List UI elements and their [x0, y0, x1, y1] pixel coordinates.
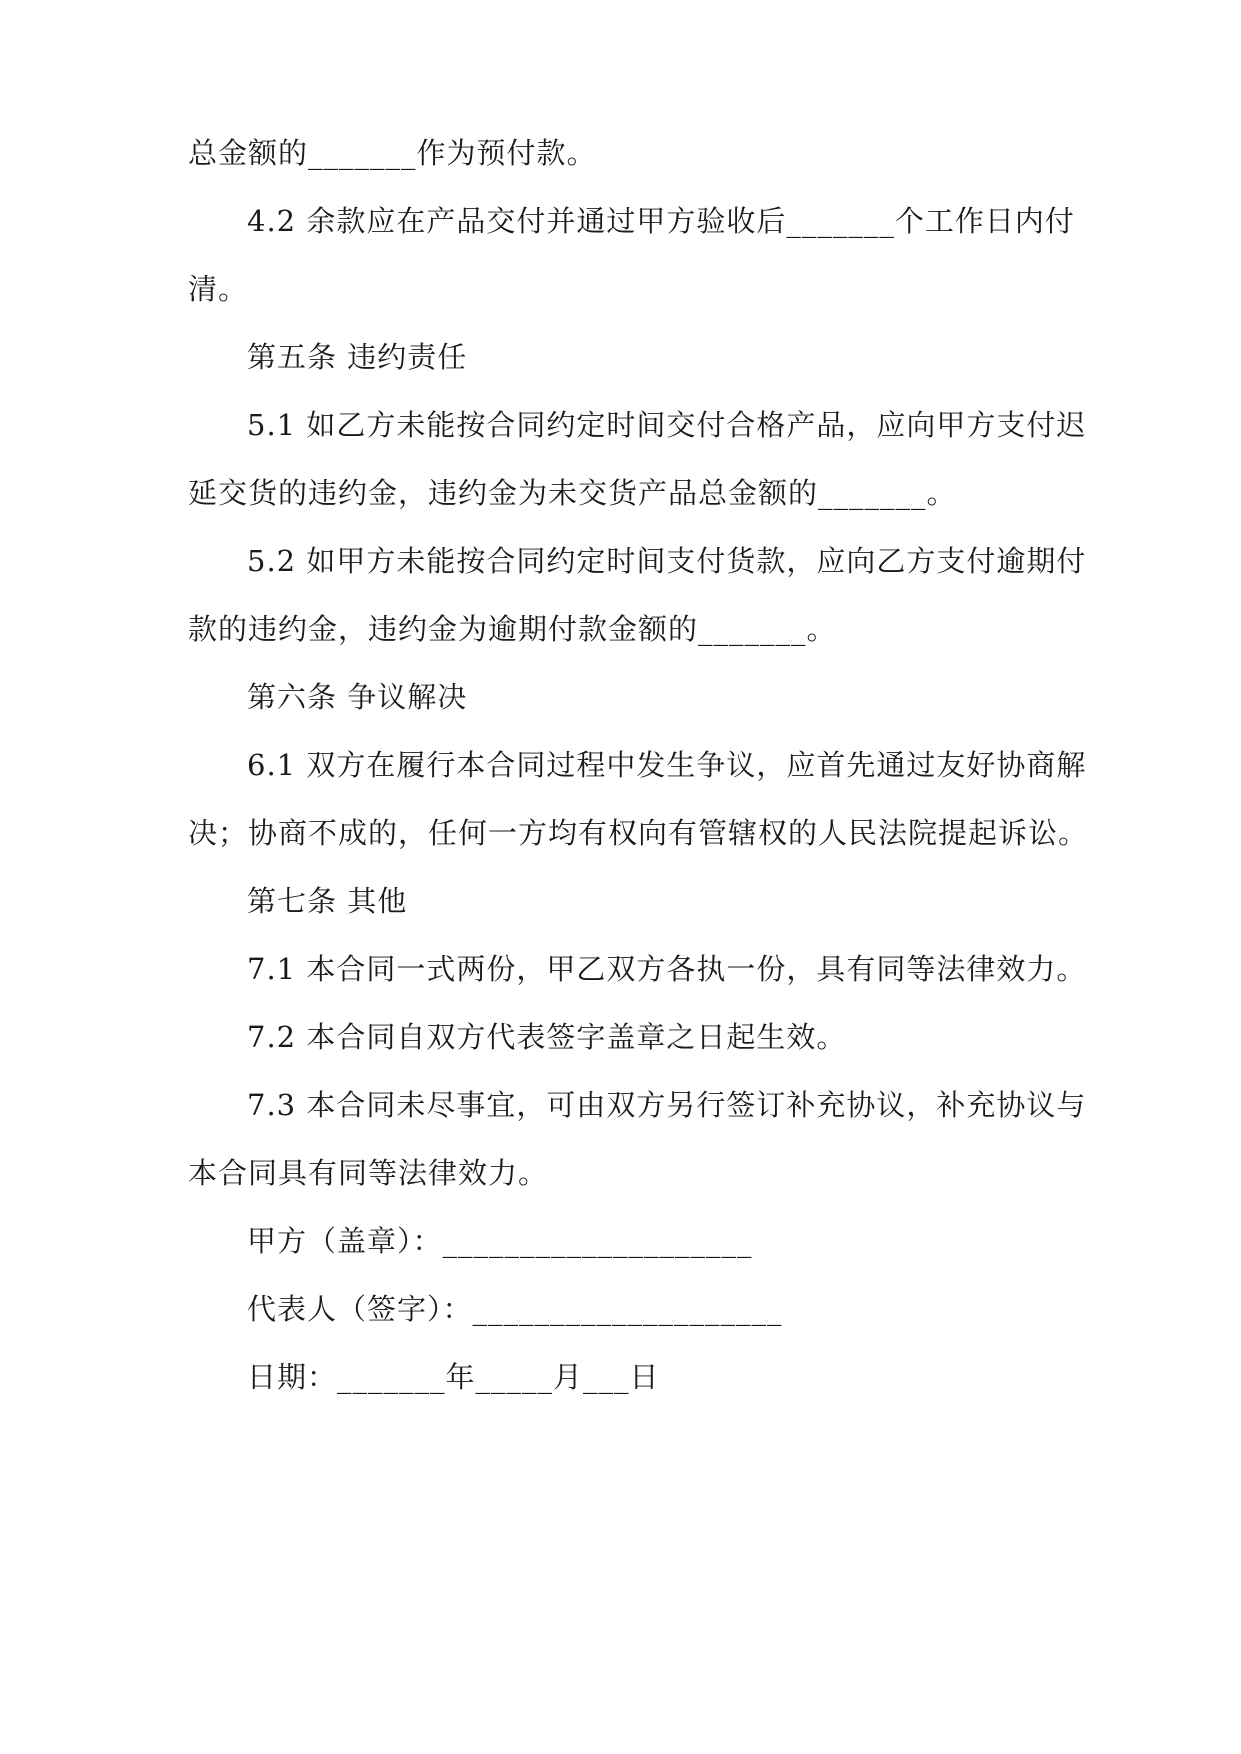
section-heading: 第六条 争议解决	[247, 680, 468, 714]
paragraph-line: 5.1 如乙方未能按合同约定时间交付合格产品，应向甲方支付迟	[247, 408, 1087, 442]
paragraph-line: 7.1 本合同一式两份，甲乙双方各执一份，具有同等法律效力。	[247, 952, 1087, 986]
paragraph-line: 7.3 本合同未尽事宜，可由双方另行签订补充协议，补充协议与	[247, 1088, 1087, 1122]
paragraph-line: 4.2 余款应在产品交付并通过甲方验收后_______个工作日内付	[247, 204, 1075, 238]
paragraph-line: 清。	[188, 272, 249, 306]
paragraph-line: 本合同具有同等法律效力。	[188, 1156, 549, 1190]
paragraph-line: 款的违约金，违约金为逾期付款金额的_______。	[188, 612, 837, 646]
section-heading: 第五条 违约责任	[247, 340, 468, 374]
paragraph-line: 决；协商不成的，任何一方均有权向有管辖权的人民法院提起诉讼。	[188, 816, 1089, 850]
signature-line-representative: 代表人（签字）：____________________	[247, 1292, 783, 1326]
paragraph-line: 总金额的_______作为预付款。	[188, 136, 597, 170]
section-heading: 第七条 其他	[247, 884, 408, 918]
signature-line-party-a: 甲方（盖章）：____________________	[247, 1224, 753, 1258]
paragraph-line: 6.1 双方在履行本合同过程中发生争议，应首先通过友好协商解	[247, 748, 1087, 782]
date-line: 日期：_______年_____月___日	[247, 1360, 660, 1394]
paragraph-line: 5.2 如甲方未能按合同约定时间支付货款，应向乙方支付逾期付	[247, 544, 1087, 578]
paragraph-line: 延交货的违约金，违约金为未交货产品总金额的_______。	[188, 476, 957, 510]
paragraph-line: 7.2 本合同自双方代表签字盖章之日起生效。	[247, 1020, 847, 1054]
